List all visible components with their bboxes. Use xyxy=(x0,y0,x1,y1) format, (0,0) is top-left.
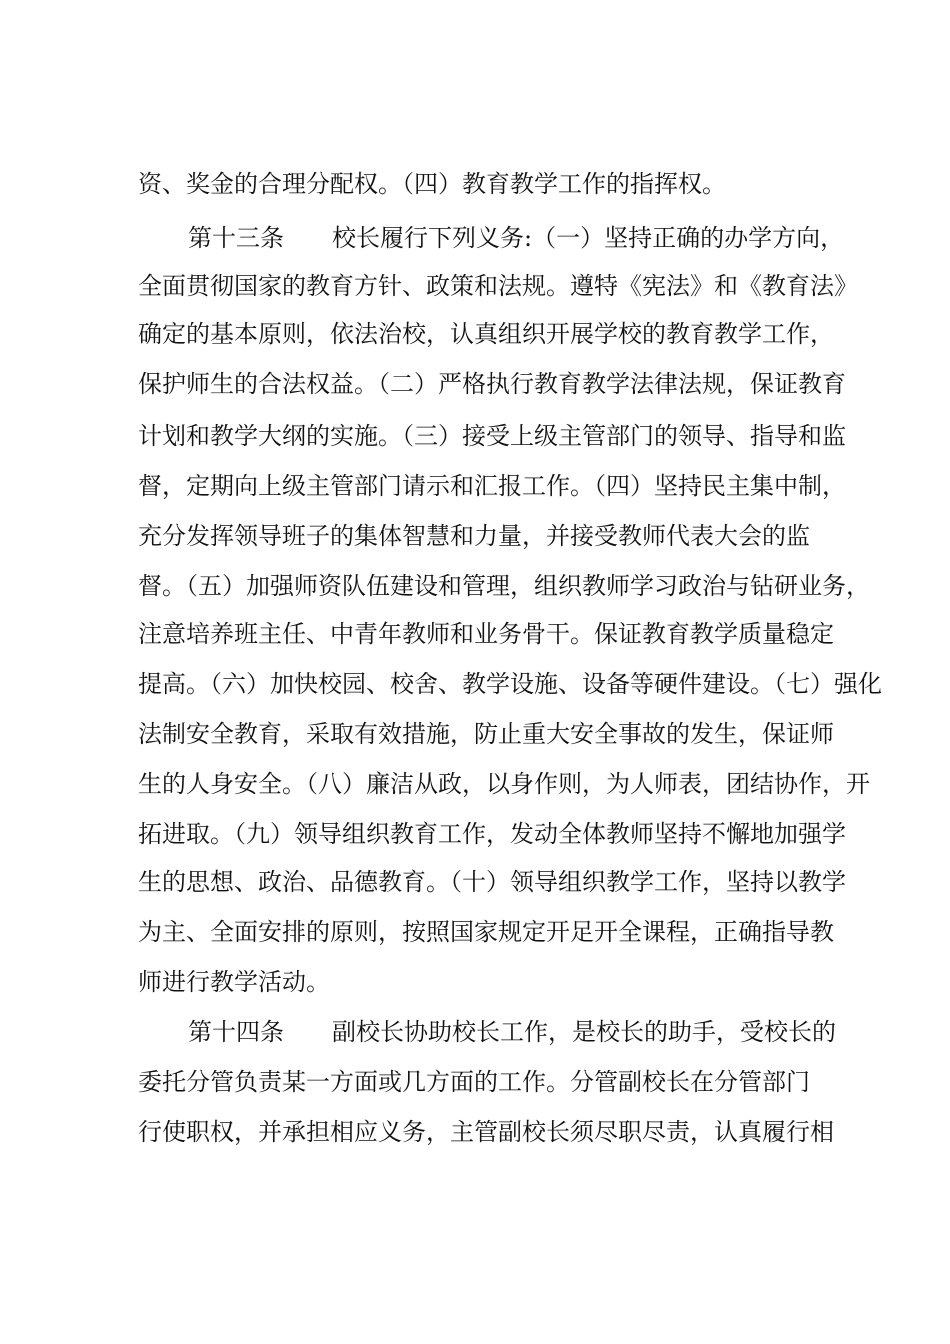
article-13-heading-line: 第十三条 校长履行下列义务:（一）坚持正确的办学方向， xyxy=(188,224,845,252)
text-line: 确定的基本原则，依法治校，认真组织开展学校的教育教学工作， xyxy=(138,320,834,348)
text-line: 资、奖金的合理分配权。（四）教育教学工作的指挥权。 xyxy=(138,170,726,198)
text-line: 师进行教学活动。 xyxy=(138,968,330,996)
text-line: 委托分管负责某一方面或几方面的工作。分管副校长在分管部门 xyxy=(138,1068,810,1096)
text-line: 拓进取。（九）领导组织教育工作，发动全体教师坚持不懈地加强学 xyxy=(138,820,846,848)
text-line: 督。（五）加强师资队伍建设和管理，组织教师学习政治与钻研业务， xyxy=(138,572,870,600)
text-line: 生的思想、政治、品德教育。（十）领导组织教学工作，坚持以教学 xyxy=(138,868,846,896)
text-line: 督，定期向上级主管部门请示和汇报工作。（四）坚持民主集中制， xyxy=(138,472,846,500)
text-line: 保护师生的合法权益。（二）严格执行教育教学法律法规，保证教育 xyxy=(138,370,846,398)
text-line: 全面贯彻国家的教育方针、政策和法规。遵特《宪法》和《教育法》 xyxy=(138,272,858,300)
text-line: 充分发挥领导班子的集体智慧和力量，并接受教师代表大会的监 xyxy=(138,522,810,550)
text-line: 注意培养班主任、中青年教师和业务骨干。保证教育教学质量稳定 xyxy=(138,620,834,648)
text-line: 提高。（六）加快校园、校舍、教学设施、设备等硬件建设。（七）强化 xyxy=(138,670,882,698)
text-line: 法制安全教育，采取有效措施，防止重大安全事故的发生，保证师 xyxy=(138,720,834,748)
text-line: 生的人身安全。（八）廉洁从政，以身作则，为人师表，团结协作，开 xyxy=(138,770,870,798)
article-14-heading-line: 第十四条 副校长协助校长工作，是校长的助手，受校长的 xyxy=(188,1018,836,1046)
text-line: 为主、全面安排的原则，按照国家规定开足开全课程，正确指导教 xyxy=(138,918,834,946)
text-line: 行使职权，并承担相应义务，主管副校长须尽职尽责，认真履行相 xyxy=(138,1118,834,1146)
text-line: 计划和教学大纲的实施。（三）接受上级主管部门的领导、指导和监 xyxy=(138,422,846,450)
